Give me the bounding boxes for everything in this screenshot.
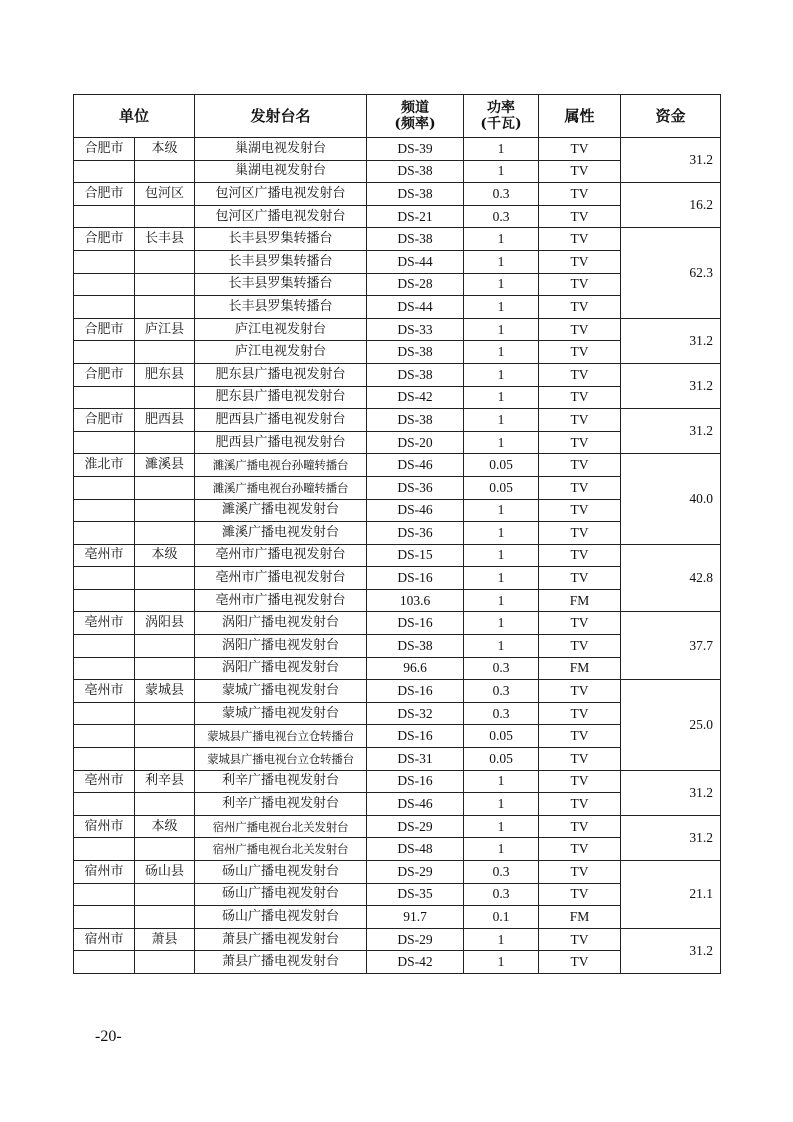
city-cell: 合肥市 [74,183,135,206]
table-row [74,363,721,386]
table-row [74,928,721,951]
power-cell: 1 [464,635,539,658]
station-cell: 涡阳广播电视发射台 [195,635,367,658]
channel-cell: DS-36 [367,522,464,545]
fund-cell: 31.2 [621,363,721,408]
station-cell: 砀山广播电视发射台 [195,906,367,929]
city-cell: 合肥市 [74,318,135,341]
power-cell: 1 [464,589,539,612]
station-cell: 肥西县广播电视发射台 [195,431,367,454]
station-cell: 涡阳广播电视发射台 [195,612,367,635]
channel-cell: DS-21 [367,205,464,228]
station-cell: 蒙城县广播电视台立仓转播台 [195,748,367,771]
attribute-cell: TV [539,748,621,771]
city-cell: 合肥市 [74,363,135,386]
header-station: 发射台名 [195,95,367,138]
county-cell [135,250,195,273]
county-cell: 长丰县 [135,228,195,251]
channel-cell: DS-29 [367,861,464,884]
station-cell: 萧县广播电视发射台 [195,951,367,974]
fund-cell: 21.1 [621,861,721,929]
header-channel-text: 频道 (频率) [394,100,436,132]
channel-cell: DS-44 [367,296,464,319]
attribute-cell: TV [539,250,621,273]
county-cell [135,499,195,522]
attribute-cell: TV [539,499,621,522]
channel-cell: DS-46 [367,793,464,816]
power-cell: 0.05 [464,454,539,477]
table-row [74,183,721,206]
county-cell [135,635,195,658]
channel-cell: DS-32 [367,702,464,725]
table-row [74,770,721,793]
fund-cell: 31.2 [621,138,721,183]
channel-cell: DS-16 [367,612,464,635]
document-page [73,94,720,974]
power-cell: 1 [464,431,539,454]
header-unit: 单位 [74,95,195,138]
attribute-cell: TV [539,861,621,884]
power-cell: 0.3 [464,883,539,906]
attribute-cell: TV [539,183,621,206]
county-cell [135,567,195,590]
attribute-cell: TV [539,770,621,793]
page-number: -20- [95,1028,122,1045]
attribute-cell: TV [539,883,621,906]
attribute-cell: TV [539,454,621,477]
channel-cell: DS-35 [367,883,464,906]
station-cell: 肥西县广播电视发射台 [195,409,367,432]
fund-cell: 31.2 [621,318,721,363]
header-power-text: 功率 (千瓦) [480,100,522,132]
city-cell: 亳州市 [74,770,135,793]
channel-cell: DS-38 [367,160,464,183]
power-cell: 0.05 [464,748,539,771]
county-cell: 萧县 [135,928,195,951]
attribute-cell: TV [539,544,621,567]
county-cell [135,725,195,748]
channel-cell: DS-38 [367,228,464,251]
table-row [74,612,721,635]
station-cell: 宿州广播电视台北关发射台 [195,838,367,861]
channel-cell: DS-36 [367,476,464,499]
attribute-cell: TV [539,951,621,974]
channel-cell: DS-42 [367,951,464,974]
power-cell: 0.3 [464,680,539,703]
county-cell [135,702,195,725]
station-cell: 长丰县罗集转播台 [195,250,367,273]
city-cell [74,748,135,771]
city-cell [74,341,135,364]
station-cell: 萧县广播电视发射台 [195,928,367,951]
power-cell: 1 [464,770,539,793]
attribute-cell: TV [539,341,621,364]
channel-cell: 96.6 [367,657,464,680]
channel-cell: 91.7 [367,906,464,929]
channel-cell: DS-44 [367,250,464,273]
attribute-cell: TV [539,567,621,590]
table-row [74,138,721,161]
station-cell: 长丰县罗集转播台 [195,228,367,251]
county-cell: 涡阳县 [135,612,195,635]
power-cell: 1 [464,793,539,816]
attribute-cell: FM [539,589,621,612]
city-cell [74,273,135,296]
table-row [74,815,721,838]
attribute-cell: TV [539,409,621,432]
fund-cell: 31.2 [621,928,721,973]
attribute-cell: TV [539,273,621,296]
fund-cell: 42.8 [621,544,721,612]
channel-cell: DS-38 [367,409,464,432]
attribute-cell: TV [539,815,621,838]
station-cell: 庐江电视发射台 [195,318,367,341]
fund-cell: 16.2 [621,183,721,228]
power-cell: 1 [464,318,539,341]
county-cell [135,748,195,771]
fund-cell: 40.0 [621,454,721,544]
channel-cell: DS-48 [367,838,464,861]
power-cell: 1 [464,341,539,364]
attribute-cell: TV [539,522,621,545]
channel-cell: DS-15 [367,544,464,567]
station-cell: 肥东县广播电视发射台 [195,363,367,386]
table-row [74,454,721,477]
header-channel [367,95,464,138]
channel-cell: DS-20 [367,431,464,454]
city-cell [74,838,135,861]
station-cell: 宿州广播电视台北关发射台 [195,815,367,838]
attribute-cell: TV [539,228,621,251]
table-row [74,861,721,884]
city-cell: 合肥市 [74,138,135,161]
city-cell [74,431,135,454]
fund-cell: 62.3 [621,228,721,318]
channel-cell: DS-31 [367,748,464,771]
attribute-cell: TV [539,318,621,341]
city-cell: 宿州市 [74,815,135,838]
county-cell [135,951,195,974]
power-cell: 1 [464,160,539,183]
power-cell: 1 [464,273,539,296]
station-cell: 长丰县罗集转播台 [195,273,367,296]
county-cell [135,205,195,228]
city-cell: 亳州市 [74,544,135,567]
station-cell: 亳州市广播电视发射台 [195,567,367,590]
channel-cell: DS-46 [367,499,464,522]
channel-cell: DS-29 [367,815,464,838]
channel-cell: DS-16 [367,680,464,703]
city-cell [74,657,135,680]
power-cell: 1 [464,567,539,590]
power-cell: 0.05 [464,476,539,499]
channel-cell: DS-16 [367,725,464,748]
attribute-cell: FM [539,906,621,929]
channel-cell: DS-38 [367,363,464,386]
city-cell: 宿州市 [74,928,135,951]
county-cell: 本级 [135,138,195,161]
station-cell: 蒙城广播电视发射台 [195,702,367,725]
station-cell: 肥东县广播电视发射台 [195,386,367,409]
table-row [74,318,721,341]
table-row [74,228,721,251]
attribute-cell: TV [539,838,621,861]
power-cell: 0.3 [464,657,539,680]
channel-cell: DS-46 [367,454,464,477]
county-cell: 包河区 [135,183,195,206]
station-cell: 巢湖电视发射台 [195,138,367,161]
power-cell: 1 [464,838,539,861]
table-body [74,138,721,974]
county-cell [135,160,195,183]
city-cell [74,522,135,545]
city-cell [74,205,135,228]
city-cell: 合肥市 [74,228,135,251]
fund-cell: 31.2 [621,815,721,860]
county-cell [135,589,195,612]
attribute-cell: TV [539,725,621,748]
station-cell: 巢湖电视发射台 [195,160,367,183]
county-cell: 濉溪县 [135,454,195,477]
station-cell: 涡阳广播电视发射台 [195,657,367,680]
channel-cell: 103.6 [367,589,464,612]
power-cell: 0.3 [464,183,539,206]
power-cell: 1 [464,250,539,273]
channel-cell: DS-42 [367,386,464,409]
attribute-cell: TV [539,363,621,386]
channel-cell: DS-16 [367,567,464,590]
county-cell: 肥西县 [135,409,195,432]
station-cell: 包河区广播电视发射台 [195,205,367,228]
county-cell [135,522,195,545]
attribute-cell: TV [539,635,621,658]
power-cell: 1 [464,296,539,319]
station-cell: 长丰县罗集转播台 [195,296,367,319]
station-cell: 利辛广播电视发射台 [195,793,367,816]
header-fund: 资金 [621,95,721,138]
channel-cell: DS-16 [367,770,464,793]
power-cell: 0.3 [464,702,539,725]
county-cell: 肥东县 [135,363,195,386]
channel-cell: DS-29 [367,928,464,951]
county-cell [135,431,195,454]
transmitter-fund-table [73,94,721,974]
channel-cell: DS-39 [367,138,464,161]
channel-cell: DS-38 [367,183,464,206]
attribute-cell: TV [539,702,621,725]
city-cell [74,793,135,816]
attribute-cell: TV [539,928,621,951]
power-cell: 1 [464,409,539,432]
city-cell [74,635,135,658]
county-cell: 砀山县 [135,861,195,884]
attribute-cell: TV [539,476,621,499]
city-cell [74,386,135,409]
county-cell [135,657,195,680]
city-cell: 合肥市 [74,409,135,432]
county-cell: 庐江县 [135,318,195,341]
power-cell: 0.3 [464,861,539,884]
fund-cell: 31.2 [621,770,721,815]
city-cell [74,951,135,974]
county-cell [135,793,195,816]
station-cell: 利辛广播电视发射台 [195,770,367,793]
attribute-cell: TV [539,205,621,228]
header-power [464,95,539,138]
station-cell: 濉溪广播电视发射台 [195,499,367,522]
channel-cell: DS-38 [367,341,464,364]
city-cell: 宿州市 [74,861,135,884]
station-cell: 濉溪广播电视台孙疃转播台 [195,476,367,499]
attribute-cell: TV [539,160,621,183]
city-cell: 亳州市 [74,612,135,635]
county-cell [135,476,195,499]
station-cell: 砀山广播电视发射台 [195,883,367,906]
fund-cell: 25.0 [621,680,721,770]
attribute-cell: TV [539,431,621,454]
table-row [74,544,721,567]
attribute-cell: TV [539,680,621,703]
county-cell [135,273,195,296]
station-cell: 包河区广播电视发射台 [195,183,367,206]
header-attribute: 属性 [539,95,621,138]
table-row [74,680,721,703]
station-cell: 亳州市广播电视发射台 [195,589,367,612]
fund-cell: 37.7 [621,612,721,680]
county-cell [135,906,195,929]
attribute-cell: TV [539,138,621,161]
city-cell [74,883,135,906]
station-cell: 庐江电视发射台 [195,341,367,364]
power-cell: 0.05 [464,725,539,748]
county-cell: 本级 [135,815,195,838]
city-cell: 亳州市 [74,680,135,703]
city-cell [74,906,135,929]
city-cell [74,725,135,748]
county-cell [135,386,195,409]
station-cell: 濉溪广播电视发射台 [195,522,367,545]
channel-cell: DS-28 [367,273,464,296]
power-cell: 1 [464,363,539,386]
county-cell: 利辛县 [135,770,195,793]
station-cell: 砀山广播电视发射台 [195,861,367,884]
county-cell: 蒙城县 [135,680,195,703]
power-cell: 1 [464,928,539,951]
city-cell [74,476,135,499]
fund-cell: 31.2 [621,409,721,454]
station-cell: 蒙城县广播电视台立仓转播台 [195,725,367,748]
power-cell: 1 [464,386,539,409]
city-cell [74,296,135,319]
table-row [74,409,721,432]
attribute-cell: TV [539,386,621,409]
power-cell: 1 [464,228,539,251]
county-cell: 本级 [135,544,195,567]
county-cell [135,296,195,319]
city-cell [74,567,135,590]
power-cell: 0.1 [464,906,539,929]
header-row [74,95,721,138]
city-cell [74,160,135,183]
city-cell [74,589,135,612]
county-cell [135,341,195,364]
power-cell: 1 [464,138,539,161]
county-cell [135,838,195,861]
station-cell: 亳州市广播电视发射台 [195,544,367,567]
power-cell: 1 [464,612,539,635]
power-cell: 1 [464,815,539,838]
channel-cell: DS-38 [367,635,464,658]
city-cell [74,499,135,522]
county-cell [135,883,195,906]
power-cell: 1 [464,499,539,522]
station-cell: 濉溪广播电视台孙疃转播台 [195,454,367,477]
attribute-cell: TV [539,612,621,635]
power-cell: 1 [464,544,539,567]
city-cell [74,702,135,725]
attribute-cell: TV [539,793,621,816]
station-cell: 蒙城广播电视发射台 [195,680,367,703]
channel-cell: DS-33 [367,318,464,341]
attribute-cell: TV [539,296,621,319]
power-cell: 1 [464,522,539,545]
attribute-cell: FM [539,657,621,680]
city-cell: 淮北市 [74,454,135,477]
power-cell: 1 [464,951,539,974]
power-cell: 0.3 [464,205,539,228]
city-cell [74,250,135,273]
